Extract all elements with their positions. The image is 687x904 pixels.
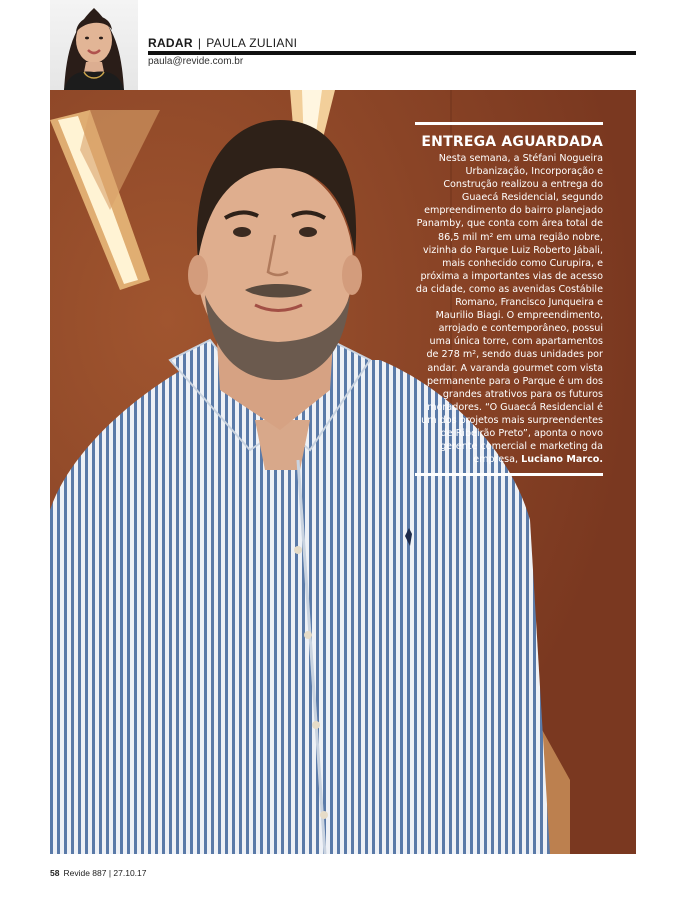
columnist-name: PAULA ZULIANI xyxy=(206,36,298,50)
columnist-photo xyxy=(50,0,138,90)
page-footer xyxy=(50,868,147,878)
article-bottom-rule xyxy=(415,473,603,476)
page-number: 58 xyxy=(50,868,60,878)
header-rule xyxy=(148,51,636,55)
columnist-email: paula@revide.com.br xyxy=(148,56,244,67)
article-top-rule xyxy=(415,122,603,125)
column-header xyxy=(148,36,636,67)
columnist-portrait-illustration xyxy=(50,0,138,90)
section-name: RADAR xyxy=(148,36,193,50)
article-headline: ENTREGA AGUARDADA xyxy=(421,134,603,150)
article xyxy=(415,122,603,476)
article-body-text: Nesta semana, a Stéfani Nogueira Urbanização, Incorporação e Construção realizou a entrega do Guaecá Residencial, segundo empreendimento do bairro planejado Panamby, que conta com área total de 86,5 mil m² em uma região nobre, vizinha do Parque Luiz Roberto Jábali, mais conhecido como Curupira, e próxima a importantes vias de acesso da cidade, como as avenidas Costábile Romano, Francisco Junqueira e Maurilio Biagi. O empreendimento, arrojado e contemporâneo, possui uma única torre, com apartamentos de 278 m², sendo duas unidades por andar. A varanda gourmet com vista permanente para o Parque é um dos grandes atrativos para os futuros moradores. “O Guaecá Residencial é um dos projetos mais surpreendentes de Ribeirão Preto”, aponta o novo gerente comercial e marketing da empresa, xyxy=(415,153,603,466)
article-body xyxy=(415,152,603,466)
article-person-name: Luciano Marco. xyxy=(521,454,603,466)
column-title xyxy=(148,36,636,50)
header-separator: | xyxy=(197,36,202,50)
issue-info: Revide 887 | 27.10.17 xyxy=(63,868,147,878)
